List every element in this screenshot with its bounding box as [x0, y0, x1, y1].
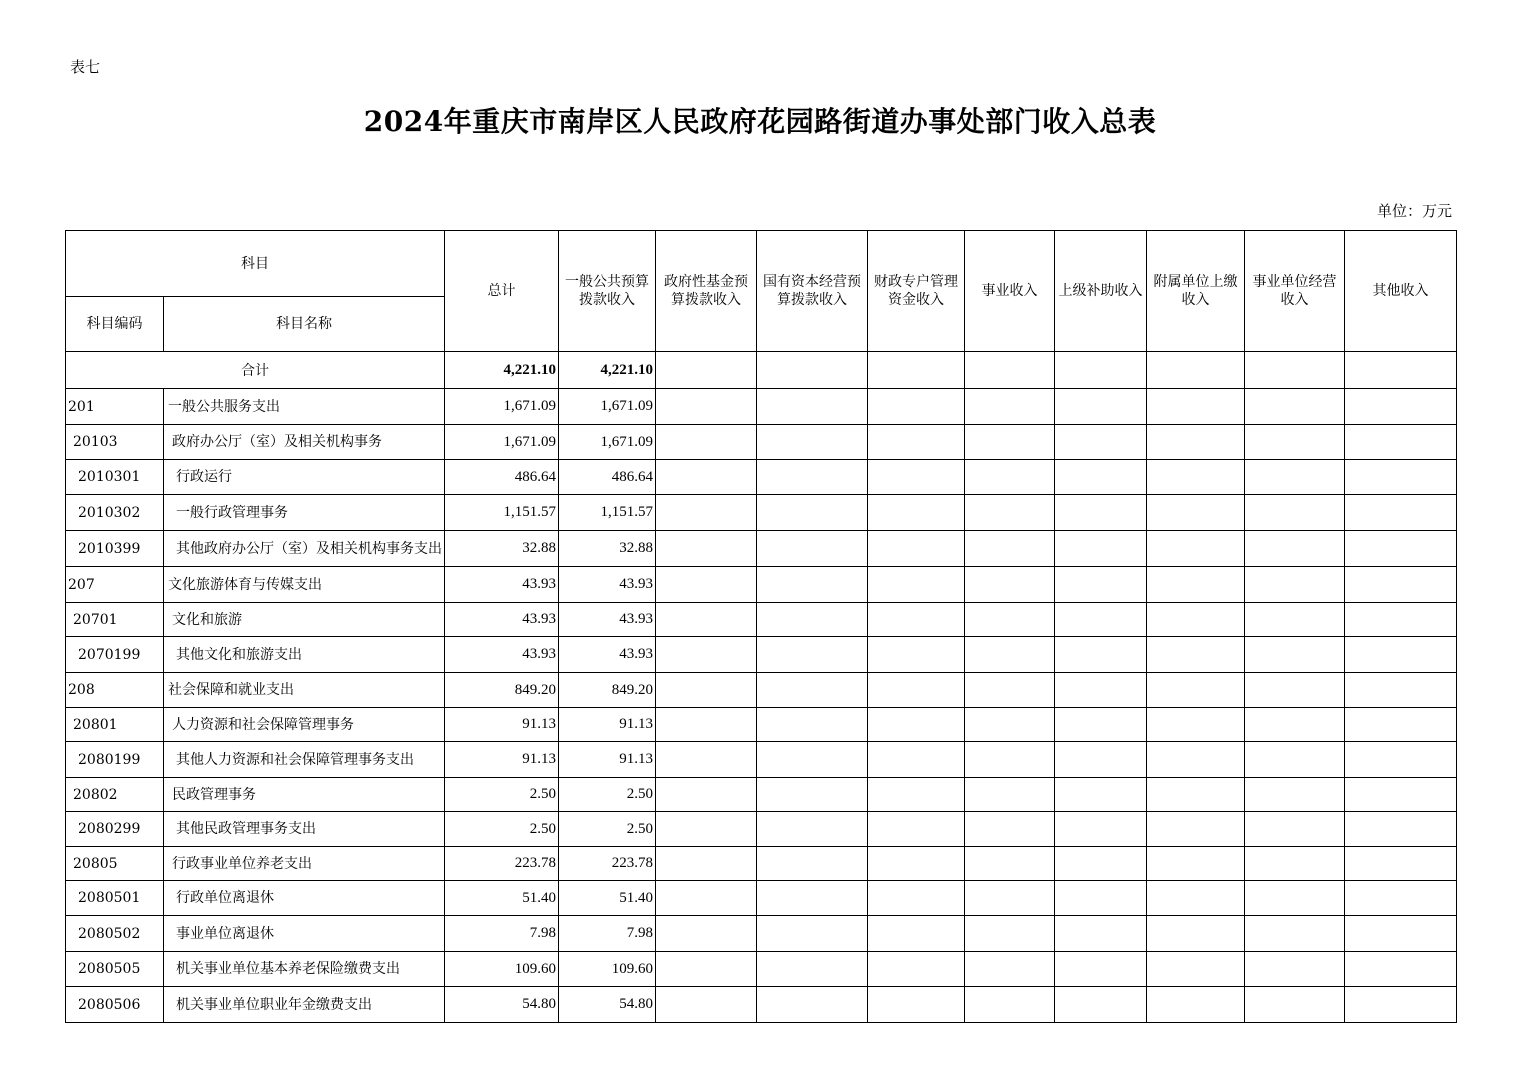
- empty-cell: [868, 389, 965, 425]
- empty-cell: [1345, 460, 1457, 495]
- row-general: 1,671.09: [559, 389, 656, 425]
- table-row: [66, 916, 1457, 952]
- empty-cell: [1245, 847, 1345, 881]
- empty-cell: [1345, 987, 1457, 1023]
- empty-cell: [757, 460, 868, 495]
- empty-cell: [656, 952, 757, 987]
- row-code: 20802: [66, 778, 164, 812]
- empty-cell: [757, 916, 868, 952]
- row-total: 32.88: [445, 531, 559, 567]
- empty-cell: [656, 567, 757, 603]
- empty-cell: [1055, 637, 1147, 673]
- row-name: 文化和旅游: [164, 603, 445, 637]
- empty-cell: [1245, 812, 1345, 847]
- empty-cell: [1345, 389, 1457, 425]
- table-row: [66, 567, 1457, 603]
- empty-cell: [868, 881, 965, 916]
- empty-cell: [656, 916, 757, 952]
- empty-cell: [868, 987, 965, 1023]
- empty-cell: [656, 460, 757, 495]
- empty-cell: [1245, 742, 1345, 778]
- empty-cell: [757, 603, 868, 637]
- row-name: 事业单位离退休: [164, 916, 445, 952]
- empty-cell: [965, 637, 1055, 673]
- empty-cell: [1147, 425, 1245, 460]
- row-name: 民政管理事务: [164, 778, 445, 812]
- table-row: [66, 531, 1457, 567]
- empty-cell: [757, 567, 868, 603]
- empty-cell: [965, 987, 1055, 1023]
- header-superior-subsidy: 上级补助收入: [1055, 231, 1147, 352]
- empty-cell: [1147, 847, 1245, 881]
- row-general: 51.40: [559, 881, 656, 916]
- row-total: 486.64: [445, 460, 559, 495]
- empty-cell: [1055, 495, 1147, 531]
- empty-cell: [868, 708, 965, 742]
- row-total: 1,671.09: [445, 425, 559, 460]
- empty-cell: [965, 673, 1055, 708]
- table-row: [66, 952, 1457, 987]
- empty-cell: [757, 812, 868, 847]
- empty-cell: [1345, 603, 1457, 637]
- empty-cell: [757, 637, 868, 673]
- total-row: [66, 352, 1457, 389]
- row-general: 54.80: [559, 987, 656, 1023]
- empty-cell: [1055, 987, 1147, 1023]
- empty-cell: [656, 881, 757, 916]
- table-row: [66, 847, 1457, 881]
- row-name: 其他政府办公厅（室）及相关机构事务支出: [164, 531, 445, 567]
- row-name: 政府办公厅（室）及相关机构事务: [164, 425, 445, 460]
- empty-cell: [1245, 460, 1345, 495]
- row-general: 1,151.57: [559, 495, 656, 531]
- empty-cell: [1055, 603, 1147, 637]
- row-total: 43.93: [445, 637, 559, 673]
- empty-cell: [656, 637, 757, 673]
- empty-cell: [757, 952, 868, 987]
- empty-cell: [1055, 778, 1147, 812]
- row-code: 2080501: [66, 881, 164, 916]
- empty-cell: [1055, 531, 1147, 567]
- empty-cell: [1345, 567, 1457, 603]
- empty-cell: [965, 460, 1055, 495]
- row-code: 2070199: [66, 637, 164, 673]
- empty-cell: [868, 742, 965, 778]
- table-row: [66, 881, 1457, 916]
- empty-cell: [757, 778, 868, 812]
- table-row: [66, 389, 1457, 425]
- page-title: 2024年重庆市南岸区人民政府花园路街道办事处部门收入总表: [363, 105, 1157, 138]
- empty-cell: [1147, 742, 1245, 778]
- row-code: 2080199: [66, 742, 164, 778]
- empty-cell: [1055, 567, 1147, 603]
- empty-cell: [656, 425, 757, 460]
- empty-cell: [1345, 495, 1457, 531]
- empty-cell: [757, 881, 868, 916]
- table-row: [66, 425, 1457, 460]
- row-code: 20701: [66, 603, 164, 637]
- empty-cell: [656, 603, 757, 637]
- empty-cell: [656, 812, 757, 847]
- row-code: 201: [66, 389, 164, 425]
- empty-cell: [1245, 637, 1345, 673]
- empty-cell: [965, 603, 1055, 637]
- table-row: [66, 460, 1457, 495]
- empty-cell: [757, 673, 868, 708]
- empty-cell: [1147, 673, 1245, 708]
- header-general-budget: 一般公共预算拨款收入: [559, 231, 656, 352]
- empty-cell: [1345, 847, 1457, 881]
- table-row: [66, 495, 1457, 531]
- header-affiliated: 附属单位上缴收入: [1147, 231, 1245, 352]
- row-name: 行政单位离退休: [164, 881, 445, 916]
- empty-cell: [868, 460, 965, 495]
- empty-cell: [1245, 881, 1345, 916]
- empty-cell: [1147, 916, 1245, 952]
- empty-cell: [1245, 567, 1345, 603]
- empty-cell: [965, 952, 1055, 987]
- row-code: 208: [66, 673, 164, 708]
- empty-cell: [1245, 778, 1345, 812]
- row-general: 43.93: [559, 637, 656, 673]
- empty-cell: [1055, 708, 1147, 742]
- row-total: 7.98: [445, 916, 559, 952]
- header-other-income: 其他收入: [1345, 231, 1457, 352]
- row-general: 7.98: [559, 916, 656, 952]
- empty-cell: [1055, 847, 1147, 881]
- row-general: 109.60: [559, 952, 656, 987]
- row-code: 2080502: [66, 916, 164, 952]
- empty-cell: [1245, 603, 1345, 637]
- empty-cell: [1055, 812, 1147, 847]
- empty-cell: [757, 708, 868, 742]
- row-general: 2.50: [559, 812, 656, 847]
- empty-cell: [1055, 916, 1147, 952]
- empty-cell: [1055, 425, 1147, 460]
- row-general: 486.64: [559, 460, 656, 495]
- empty-cell: [1345, 637, 1457, 673]
- empty-cell: [1245, 952, 1345, 987]
- empty-cell: [1055, 389, 1147, 425]
- empty-cell: [1345, 708, 1457, 742]
- empty-cell: [1245, 708, 1345, 742]
- row-name: 其他民政管理事务支出: [164, 812, 445, 847]
- table-row: [66, 987, 1457, 1023]
- empty-cell: [965, 812, 1055, 847]
- row-code: 207: [66, 567, 164, 603]
- empty-cell: [656, 742, 757, 778]
- empty-cell: [1055, 673, 1147, 708]
- empty-cell: [1245, 673, 1345, 708]
- empty-cell: [965, 742, 1055, 778]
- row-code: 20805: [66, 847, 164, 881]
- empty-cell: [1345, 531, 1457, 567]
- empty-cell: [868, 425, 965, 460]
- table-number: 表七: [70, 58, 101, 76]
- empty-cell: [868, 567, 965, 603]
- row-total: 54.80: [445, 987, 559, 1023]
- total-label: 合计: [66, 352, 445, 389]
- empty-cell: [965, 567, 1055, 603]
- empty-cell: [965, 495, 1055, 531]
- empty-cell: [757, 987, 868, 1023]
- empty-cell: [965, 708, 1055, 742]
- empty-cell: [1345, 916, 1457, 952]
- row-code: 2010301: [66, 460, 164, 495]
- row-name: 一般行政管理事务: [164, 495, 445, 531]
- empty-cell: [1147, 460, 1245, 495]
- empty-cell: [1147, 495, 1245, 531]
- row-total: 43.93: [445, 603, 559, 637]
- empty-cell: [868, 952, 965, 987]
- empty-cell: [868, 673, 965, 708]
- row-total: 2.50: [445, 778, 559, 812]
- empty-cell: [656, 673, 757, 708]
- empty-cell: [1055, 460, 1147, 495]
- row-general: 32.88: [559, 531, 656, 567]
- row-name: 一般公共服务支出: [164, 389, 445, 425]
- header-total: 总计: [445, 231, 559, 352]
- empty-cell: [757, 531, 868, 567]
- row-general: 91.13: [559, 742, 656, 778]
- empty-cell: [1147, 987, 1245, 1023]
- row-total: 51.40: [445, 881, 559, 916]
- row-general: 2.50: [559, 778, 656, 812]
- empty-cell: [757, 742, 868, 778]
- row-total: 223.78: [445, 847, 559, 881]
- empty-cell: [1147, 531, 1245, 567]
- empty-cell: [1147, 637, 1245, 673]
- empty-cell: [965, 847, 1055, 881]
- empty-cell: [868, 531, 965, 567]
- empty-cell: [868, 847, 965, 881]
- empty-cell: [868, 637, 965, 673]
- empty-cell: [1055, 742, 1147, 778]
- header-state-capital: 国有资本经营预算拨款收入: [757, 231, 868, 352]
- table-row: [66, 812, 1457, 847]
- empty-cell: [868, 778, 965, 812]
- row-total: 1,671.09: [445, 389, 559, 425]
- unit-label: 单位：万元: [1376, 202, 1452, 220]
- empty-cell: [656, 987, 757, 1023]
- empty-cell: [965, 881, 1055, 916]
- row-name: 机关事业单位职业年金缴费支出: [164, 987, 445, 1023]
- header-code: 科目编码: [66, 297, 164, 352]
- empty-cell: [1245, 916, 1345, 952]
- header-gov-fund: 政府性基金预算拨款收入: [656, 231, 757, 352]
- row-name: 其他文化和旅游支出: [164, 637, 445, 673]
- row-name: 机关事业单位基本养老保险缴费支出: [164, 952, 445, 987]
- header-subject: 科目: [66, 231, 445, 297]
- row-general: 1,671.09: [559, 425, 656, 460]
- row-general: 43.93: [559, 567, 656, 603]
- empty-cell: [868, 603, 965, 637]
- empty-cell: [1345, 425, 1457, 460]
- empty-cell: [868, 916, 965, 952]
- row-code: 2010399: [66, 531, 164, 567]
- empty-cell: [1345, 778, 1457, 812]
- empty-cell: [1245, 495, 1345, 531]
- header-name: 科目名称: [164, 297, 445, 352]
- row-total: 91.13: [445, 742, 559, 778]
- total-general-amount: 4,221.10: [559, 352, 656, 389]
- table-row: [66, 603, 1457, 637]
- row-name: 人力资源和社会保障管理事务: [164, 708, 445, 742]
- header-operating: 事业单位经营收入: [1245, 231, 1345, 352]
- table-row: [66, 708, 1457, 742]
- table-row: [66, 673, 1457, 708]
- row-name: 行政事业单位养老支出: [164, 847, 445, 881]
- empty-cell: [965, 389, 1055, 425]
- empty-cell: [1147, 952, 1245, 987]
- empty-cell: [1345, 881, 1457, 916]
- empty-cell: [1147, 389, 1245, 425]
- row-name: 行政运行: [164, 460, 445, 495]
- empty-cell: [656, 531, 757, 567]
- total-amount: 4,221.10: [445, 352, 559, 389]
- empty-cell: [1245, 389, 1345, 425]
- empty-cell: [1345, 673, 1457, 708]
- row-code: 20801: [66, 708, 164, 742]
- empty-cell: [656, 778, 757, 812]
- table-row: [66, 742, 1457, 778]
- empty-cell: [965, 531, 1055, 567]
- empty-cell: [1147, 778, 1245, 812]
- header-fiscal-special: 财政专户管理资金收入: [868, 231, 965, 352]
- empty-cell: [757, 425, 868, 460]
- table-row: [66, 778, 1457, 812]
- row-code: 2010302: [66, 495, 164, 531]
- row-general: 91.13: [559, 708, 656, 742]
- row-code: 2080505: [66, 952, 164, 987]
- empty-cell: [1345, 952, 1457, 987]
- empty-cell: [1147, 812, 1245, 847]
- row-total: 2.50: [445, 812, 559, 847]
- empty-cell: [1055, 881, 1147, 916]
- row-general: 223.78: [559, 847, 656, 881]
- empty-cell: [1345, 812, 1457, 847]
- empty-cell: [868, 812, 965, 847]
- empty-cell: [1345, 742, 1457, 778]
- row-general: 43.93: [559, 603, 656, 637]
- row-total: 91.13: [445, 708, 559, 742]
- empty-cell: [757, 495, 868, 531]
- row-total: 109.60: [445, 952, 559, 987]
- row-code: 2080506: [66, 987, 164, 1023]
- header-business-income: 事业收入: [965, 231, 1055, 352]
- row-code: 2080299: [66, 812, 164, 847]
- empty-cell: [656, 389, 757, 425]
- empty-cell: [1245, 987, 1345, 1023]
- empty-cell: [1147, 603, 1245, 637]
- empty-cell: [757, 847, 868, 881]
- row-code: 20103: [66, 425, 164, 460]
- empty-cell: [965, 425, 1055, 460]
- row-name: 其他人力资源和社会保障管理事务支出: [164, 742, 445, 778]
- empty-cell: [1245, 531, 1345, 567]
- row-total: 1,151.57: [445, 495, 559, 531]
- row-name: 社会保障和就业支出: [164, 673, 445, 708]
- empty-cell: [757, 389, 868, 425]
- empty-cell: [965, 778, 1055, 812]
- row-general: 849.20: [559, 673, 656, 708]
- empty-cell: [1245, 425, 1345, 460]
- row-name: 文化旅游体育与传媒支出: [164, 567, 445, 603]
- empty-cell: [656, 847, 757, 881]
- empty-cell: [1055, 952, 1147, 987]
- table-row: [66, 637, 1457, 673]
- revenue-table: [65, 230, 1457, 1023]
- empty-cell: [656, 708, 757, 742]
- row-total: 849.20: [445, 673, 559, 708]
- empty-cell: [965, 916, 1055, 952]
- empty-cell: [868, 495, 965, 531]
- empty-cell: [656, 495, 757, 531]
- empty-cell: [1147, 567, 1245, 603]
- empty-cell: [1147, 708, 1245, 742]
- row-total: 43.93: [445, 567, 559, 603]
- empty-cell: [1147, 881, 1245, 916]
